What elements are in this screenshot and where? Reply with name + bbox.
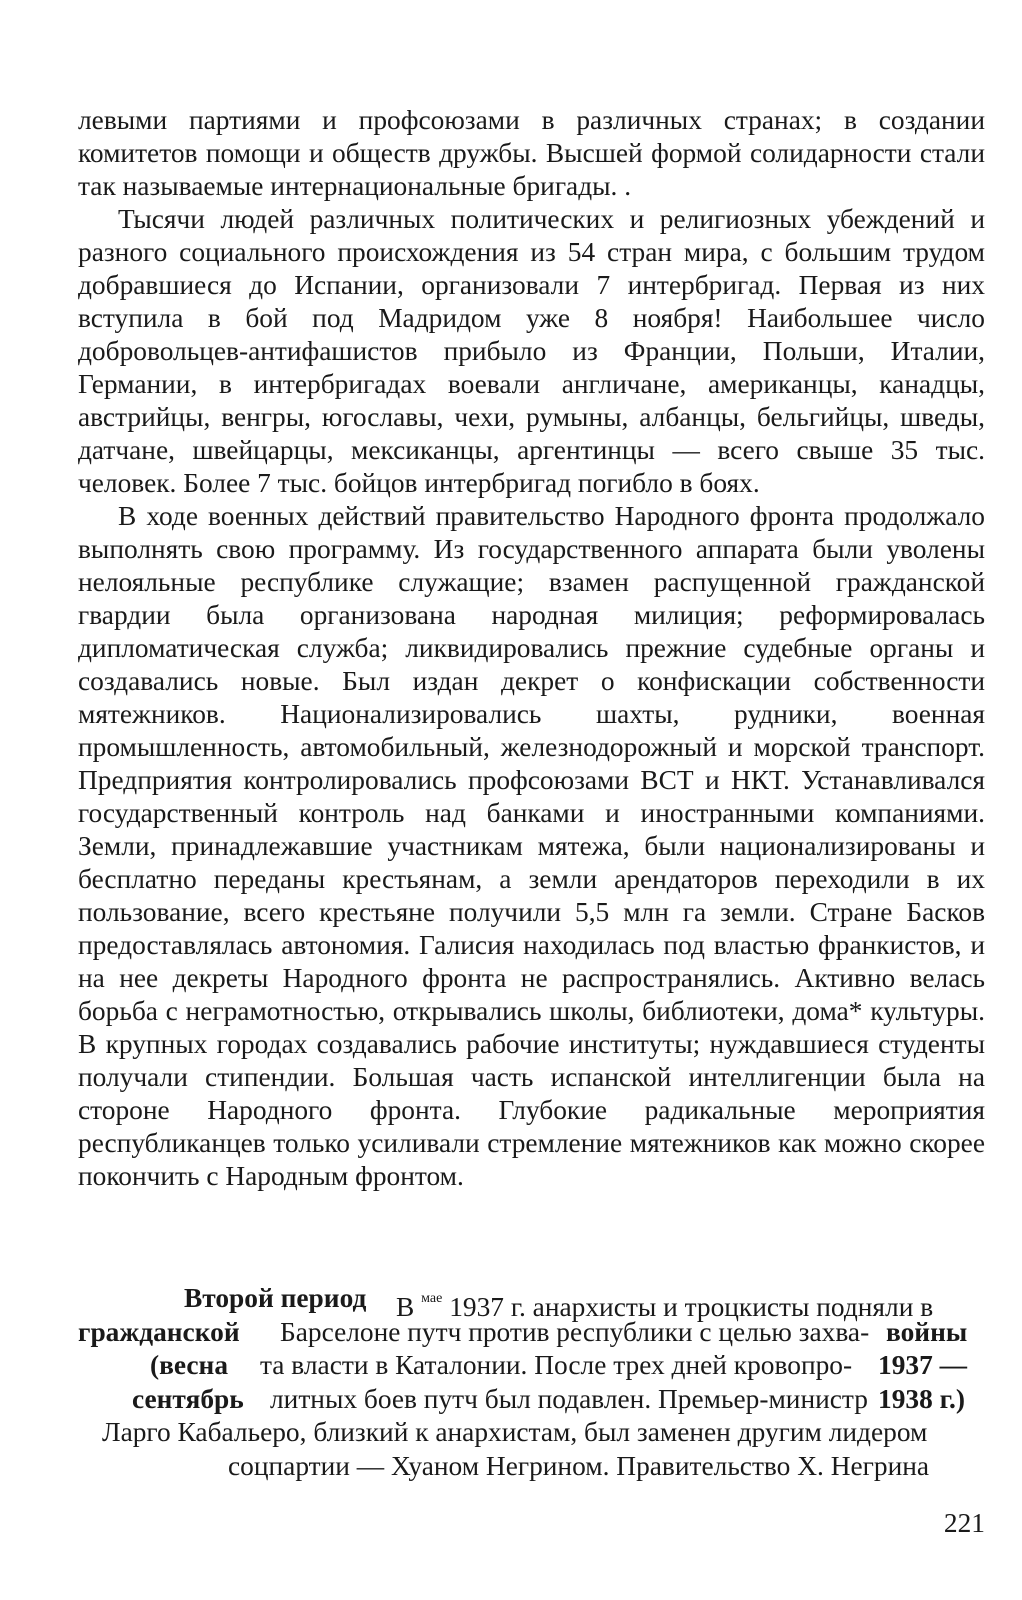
margin-heading: Второй период xyxy=(184,1283,367,1313)
section-line-6 xyxy=(78,1450,985,1484)
page-number: 221 xyxy=(943,1508,985,1538)
margin-heading: 1938 г.) xyxy=(878,1383,965,1414)
paragraph-2: Тысячи людей различных политических и религиозных убеждений и разного социального происхождения из 54 стран мира, с большим трудом добравшиеся до Испании, организовали 7 интербригад. Первая из них вступила в бой под Мадридом уже 8 ноября! Наибольшее число добровольцев-антифашистов прибыло из Франции, Польши, Италии, Германии, в интербригадах воевали англичане, американцы, канадцы, австрийцы, венгры, югославы, чехи, румыны, албанцы, бельгийцы, шведы, датчане, швейцарцы, мексиканцы, аргентинцы — всего свыше 35 тыс. человек. Более 7 тыс. бойцов интербригад погибло в боях. xyxy=(78,204,985,498)
text-fragment: Ларго Кабальеро, близкий к анархистам, был заменен другим лидером xyxy=(102,1417,928,1447)
text-fragment: соцпартии — Хуаном Негрином. Правительство X. Негрина xyxy=(228,1450,930,1481)
margin-heading: (весна xyxy=(150,1350,229,1380)
text-fragment: В $^{мае}$ 1937 г. анархисты и троцкисты подняли в xyxy=(396,1291,934,1322)
body-text xyxy=(78,104,985,1193)
margin-heading: сентябрь xyxy=(132,1383,244,1414)
section-line-1 xyxy=(78,1282,985,1322)
section-line-2 xyxy=(78,1316,985,1350)
margin-heading: 1937 — xyxy=(878,1350,968,1380)
section-line-5 xyxy=(78,1416,985,1450)
text-fragment: та власти в Каталонии. После трех дней кровопро- xyxy=(260,1350,853,1380)
section-line-4 xyxy=(78,1383,985,1417)
margin-heading: войны xyxy=(886,1316,968,1347)
section-line-3 xyxy=(78,1349,985,1383)
paragraph-3: В ходе военных действий правительство Народного фронта продолжало выполнять свою программу. Из государственного аппарата были уволены нелояльные республике служащие; взамен распущенной гражданской гвардии была организована народная милиция; реформировалась дипломатическая служба; ликвидировались прежние судебные органы и создавались новые. Был издан декрет о конфискации собственности мятежников. Национализировались шахты, рудники, военная промышленность, автомобильный, железнодорожный и морской транспорт. Предприятия контролировались профсоюзами ВСТ и НКТ. Устанавливался государственный контроль над банками и иностранными компаниями. Земли, принадлежавшие участникам мятежа, были национализированы и бесплатно переданы крестьянам, а земли арендаторов переходили в их пользование, всего крестьяне получили 5,5 млн га земли. Стране Басков предоставлялась автономия. Галисия находилась под властью франкистов, и на нее декреты Народного фронта не распространялись. Активно велась борьба с неграмотностью, открывались школы, библиотеки, дома* культуры. В крупных городах создавались рабочие институты; нуждавшиеся студенты получали стипендии. Большая часть испанской интеллигенции была на стороне Народного фронта. Глубокие радикальные мероприятия республиканцев только усиливали стремление мятежников как можно скорее покончить с Народным фронтом. xyxy=(78,501,985,1191)
section-second-period xyxy=(78,1282,985,1483)
text-fragment: Барселоне путч против республики с целью захва- xyxy=(280,1316,870,1347)
paragraph-1: левыми партиями и профсоюзами в различных странах; в создании комитетов помощи и обществ дружбы. Высшей формой солидарности стали так называемые интернациональные бригады. . xyxy=(78,105,985,201)
text-fragment: литных боев путч был подавлен. Премьер-министр xyxy=(270,1383,868,1414)
margin-heading: гражданской xyxy=(78,1316,240,1347)
